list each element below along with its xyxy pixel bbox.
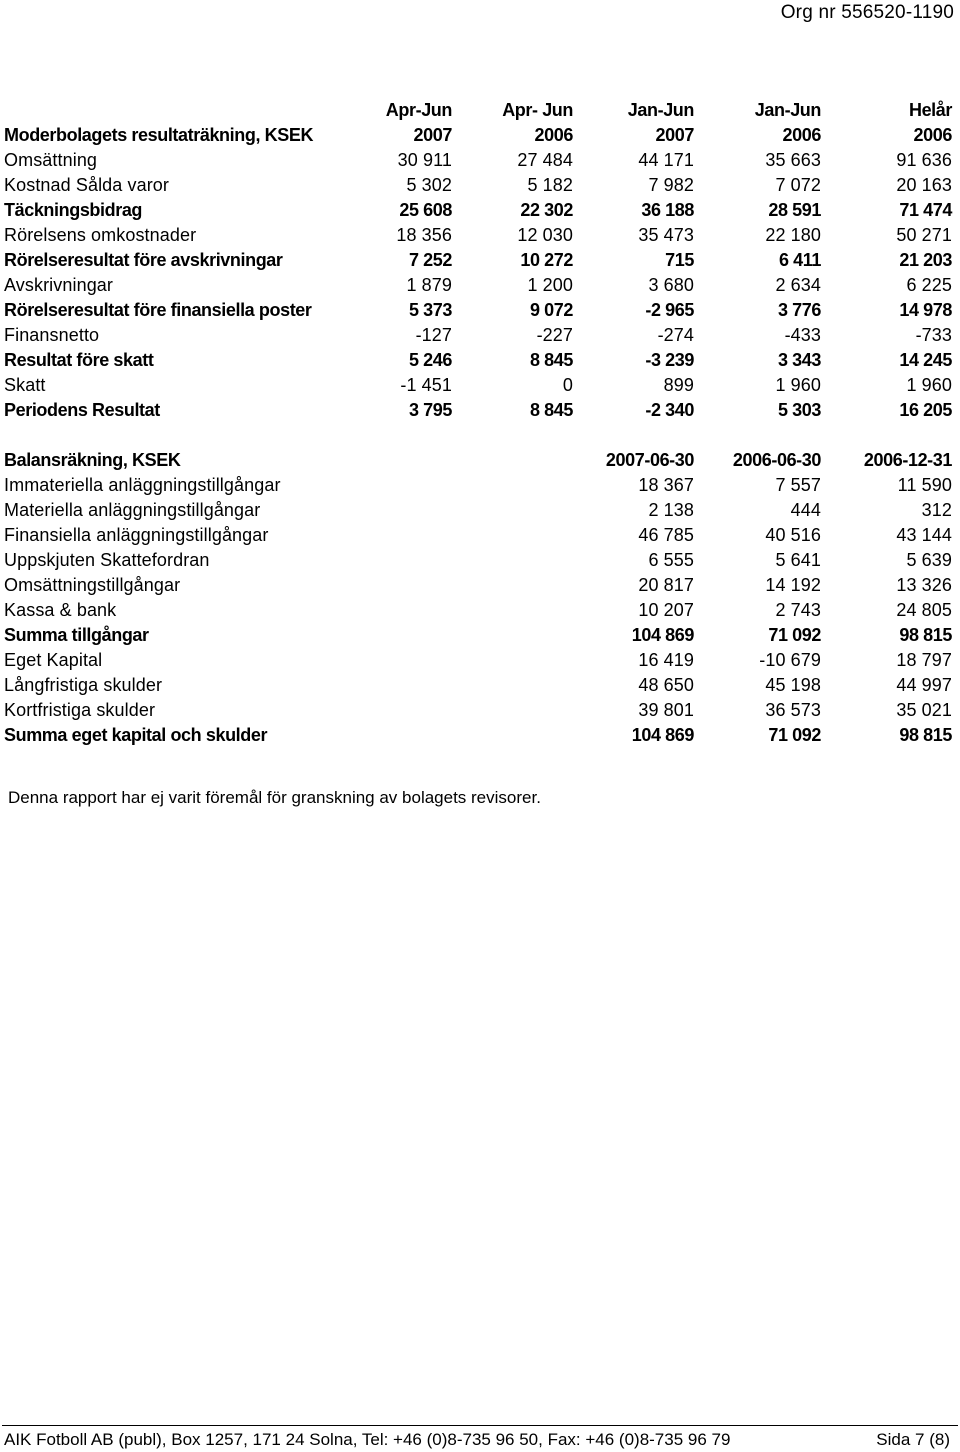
row-label: Summa tillgångar xyxy=(4,625,149,645)
income-row xyxy=(4,148,952,173)
row-value: 3 680 xyxy=(648,275,694,295)
row-value: 5 373 xyxy=(408,300,452,320)
row-value: 35 473 xyxy=(638,225,694,245)
row-value: 10 207 xyxy=(638,600,694,620)
row-value: 5 639 xyxy=(906,550,952,570)
income-row xyxy=(4,248,952,273)
balance-row xyxy=(4,623,952,648)
row-label: Rörelsens omkostnader xyxy=(4,225,197,245)
row-value: -10 679 xyxy=(759,650,821,670)
balance-row xyxy=(4,498,952,523)
org-number: Org nr 556520-1190 xyxy=(780,2,954,23)
income-row xyxy=(4,173,952,198)
row-value: 71 474 xyxy=(899,200,952,220)
row-value: 5 182 xyxy=(527,175,573,195)
row-value: -1 451 xyxy=(400,375,452,395)
balance-row xyxy=(4,723,952,748)
income-statement-table xyxy=(4,98,952,423)
row-value: 2006 xyxy=(913,125,952,145)
row-value: 2 634 xyxy=(775,275,821,295)
row-value: 18 797 xyxy=(896,650,952,670)
row-value: 35 021 xyxy=(896,700,952,720)
row-value: 7 252 xyxy=(408,250,452,270)
balance-header xyxy=(4,448,952,473)
row-label: Balansräkning, KSEK xyxy=(4,450,181,470)
row-value: 7 557 xyxy=(775,475,821,495)
row-value: 8 845 xyxy=(529,350,573,370)
row-label: Skatt xyxy=(4,375,46,395)
row-value: 6 225 xyxy=(906,275,952,295)
row-value: 12 030 xyxy=(517,225,573,245)
income-row xyxy=(4,298,952,323)
balance-row xyxy=(4,648,952,673)
row-value: 46 785 xyxy=(638,525,694,545)
row-value: 45 198 xyxy=(765,675,821,695)
row-value: 18 356 xyxy=(396,225,452,245)
row-label: Omsättning xyxy=(4,150,98,170)
footer-divider xyxy=(2,1425,958,1426)
row-label: Omsättningstillgångar xyxy=(4,575,181,595)
row-label: Finansnetto xyxy=(4,325,100,345)
row-value: 13 326 xyxy=(896,575,952,595)
row-value: 21 203 xyxy=(899,250,952,270)
row-value: 50 271 xyxy=(896,225,952,245)
row-value: 35 663 xyxy=(765,150,821,170)
income-row xyxy=(4,223,952,248)
row-value: 2 138 xyxy=(648,500,694,520)
row-value: 20 163 xyxy=(896,175,952,195)
row-value: 27 484 xyxy=(517,150,573,170)
row-value: 98 815 xyxy=(899,625,952,645)
row-value: 22 180 xyxy=(765,225,821,245)
row-label: Rörelseresultat före finansiella poster xyxy=(4,300,312,320)
row-value: 91 636 xyxy=(896,150,952,170)
row-label: Långfristiga skulder xyxy=(4,675,163,695)
row-value: 2006-12-31 xyxy=(863,450,952,470)
row-value: 71 092 xyxy=(768,725,821,745)
row-label: Finansiella anläggningstillgångar xyxy=(4,525,269,545)
row-value: 16 419 xyxy=(638,650,694,670)
income-row xyxy=(4,273,952,298)
row-value: 2007 xyxy=(655,125,694,145)
row-value: 104 869 xyxy=(631,625,694,645)
row-value: -127 xyxy=(415,325,452,345)
row-value: 1 879 xyxy=(406,275,452,295)
row-value: 5 303 xyxy=(777,400,821,420)
row-value: 14 245 xyxy=(899,350,952,370)
row-value: 104 869 xyxy=(631,725,694,745)
row-value: 3 795 xyxy=(408,400,452,420)
row-value: -3 239 xyxy=(645,350,694,370)
balance-row xyxy=(4,673,952,698)
row-value: 3 776 xyxy=(777,300,821,320)
row-value: 48 650 xyxy=(638,675,694,695)
row-value: 2006-06-30 xyxy=(732,450,821,470)
balance-row xyxy=(4,598,952,623)
row-value: 44 171 xyxy=(638,150,694,170)
income-row xyxy=(4,348,952,373)
row-value: -2 340 xyxy=(645,400,694,420)
row-value: 16 205 xyxy=(899,400,952,420)
row-value: 6 555 xyxy=(648,550,694,570)
row-value: Helår xyxy=(908,100,952,120)
row-value: 36 188 xyxy=(641,200,694,220)
row-value: 40 516 xyxy=(765,525,821,545)
row-label: Materiella anläggningstillgångar xyxy=(4,500,261,520)
row-value: 1 960 xyxy=(775,375,821,395)
row-value: 8 845 xyxy=(529,400,573,420)
row-label: Moderbolagets resultaträkning, KSEK xyxy=(4,125,314,145)
row-value: 20 817 xyxy=(638,575,694,595)
row-label: Uppskjuten Skattefordran xyxy=(4,550,210,570)
row-value: 7 072 xyxy=(775,175,821,195)
income-row xyxy=(4,323,952,348)
row-value: -2 965 xyxy=(645,300,694,320)
row-value: 18 367 xyxy=(638,475,694,495)
row-label: Resultat före skatt xyxy=(4,350,154,370)
income-header-period xyxy=(4,98,952,123)
row-value: 1 200 xyxy=(527,275,573,295)
audit-note: Denna rapport har ej varit föremål för granskning av bolagets revisorer. xyxy=(8,788,541,807)
row-value: 71 092 xyxy=(768,625,821,645)
row-value: 7 982 xyxy=(648,175,694,195)
row-value: 2007 xyxy=(413,125,452,145)
row-value: 24 805 xyxy=(896,600,952,620)
balance-row xyxy=(4,523,952,548)
income-header-year xyxy=(4,123,952,148)
row-value: 44 997 xyxy=(896,675,952,695)
balance-row xyxy=(4,473,952,498)
row-value: 14 978 xyxy=(899,300,952,320)
row-value: 28 591 xyxy=(768,200,821,220)
balance-sheet-table xyxy=(4,448,952,748)
row-value: Apr- Jun xyxy=(502,100,573,120)
row-label: Rörelseresultat före avskrivningar xyxy=(4,250,283,270)
footer-page-number: Sida 7 (8) xyxy=(876,1430,950,1449)
row-value: -733 xyxy=(915,325,952,345)
row-value: 43 144 xyxy=(896,525,952,545)
row-value: 899 xyxy=(663,375,694,395)
row-label: Kostnad Sålda varor xyxy=(4,175,169,195)
row-value: 14 192 xyxy=(765,575,821,595)
row-value: 3 343 xyxy=(777,350,821,370)
footer-company-info: AIK Fotboll AB (publ), Box 1257, 171 24 Solna, Tel: +46 (0)8-735 96 50, Fax: +46 (0)8-735 96 79 xyxy=(4,1430,731,1449)
row-label: Eget Kapital xyxy=(4,650,103,670)
row-value: 444 xyxy=(790,500,821,520)
row-value: -274 xyxy=(657,325,694,345)
row-value: -433 xyxy=(784,325,821,345)
row-value: 715 xyxy=(665,250,694,270)
row-value: 36 573 xyxy=(765,700,821,720)
row-value: 2 743 xyxy=(775,600,821,620)
balance-row xyxy=(4,573,952,598)
row-value: 6 411 xyxy=(778,250,821,270)
income-row xyxy=(4,398,952,423)
income-row xyxy=(4,198,952,223)
row-label: Summa eget kapital och skulder xyxy=(4,725,268,745)
row-label xyxy=(4,98,334,123)
row-value: 312 xyxy=(921,500,952,520)
row-value: 11 590 xyxy=(897,475,952,495)
row-value: 9 072 xyxy=(529,300,573,320)
row-value: 22 302 xyxy=(520,200,573,220)
row-value: Jan-Jun xyxy=(627,100,694,120)
income-row xyxy=(4,373,952,398)
row-label: Kortfristiga skulder xyxy=(4,700,156,720)
row-value: 1 960 xyxy=(906,375,952,395)
row-label: Kassa & bank xyxy=(4,600,117,620)
row-value: 5 246 xyxy=(408,350,452,370)
row-label: Avskrivningar xyxy=(4,275,114,295)
row-value: 5 302 xyxy=(406,175,452,195)
row-value: 30 911 xyxy=(397,150,452,170)
row-value: 25 608 xyxy=(399,200,452,220)
row-value: 0 xyxy=(562,375,573,395)
row-value: 98 815 xyxy=(899,725,952,745)
row-value: 5 641 xyxy=(775,550,821,570)
row-value: 2006 xyxy=(782,125,821,145)
row-label: Immateriella anläggningstillgångar xyxy=(4,475,281,495)
row-value: 2006 xyxy=(534,125,573,145)
row-label: Periodens Resultat xyxy=(4,400,160,420)
row-value: 2007-06-30 xyxy=(605,450,694,470)
row-value: 39 801 xyxy=(638,700,694,720)
row-value: 10 272 xyxy=(520,250,573,270)
row-value: -227 xyxy=(536,325,573,345)
row-value: Jan-Jun xyxy=(754,100,821,120)
row-label: Täckningsbidrag xyxy=(4,200,143,220)
balance-row xyxy=(4,548,952,573)
balance-row xyxy=(4,698,952,723)
row-value: Apr-Jun xyxy=(385,100,452,120)
